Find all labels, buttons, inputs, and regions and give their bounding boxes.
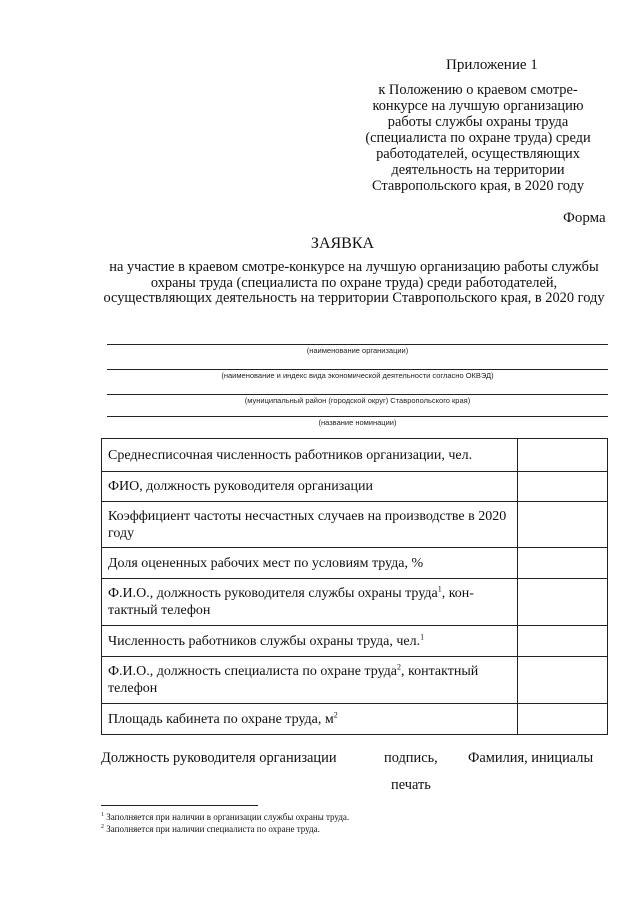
footnote-2: $^2$ Заполняется при наличии специалиста по охране труда. — [101, 824, 320, 834]
signature-position-label: Должность руководителя организации — [101, 750, 337, 766]
document-heading: ЗАЯВКА — [310, 235, 375, 252]
district-caption: (муниципальный район (городской округ) Ставропольского края) — [244, 396, 471, 405]
nomination-line[interactable] — [107, 416, 608, 417]
organization-name-caption: (наименование организации) — [306, 346, 409, 355]
application-table — [101, 438, 608, 735]
row-label: Ф.И.О., должность специалиста по охране труда$^2$, контактный телефон — [102, 657, 518, 704]
document-subtitle: на участие в краевом смотре-конкурсе на лучшую организацию работы службы охраны труда (специалиста по охране труда) среди работодателей, осуществляющих деятельность на территории Ставропольского края, в 2020 году — [103, 259, 605, 306]
footnote-mark: 2 — [397, 662, 401, 672]
footnote-divider — [101, 805, 258, 806]
row-label: Численность работников службы охраны труда, чел.$^1$ — [102, 626, 518, 657]
footnote-1: $^1$ Заполняется при наличии в организации службы охраны труда. — [101, 812, 350, 822]
organization-name-line[interactable] — [107, 344, 608, 345]
row-value-cell[interactable] — [518, 657, 608, 704]
row-value-cell[interactable] — [518, 548, 608, 579]
row-value-cell[interactable] — [518, 439, 608, 472]
row-label: Площадь кабинета по охране труда, $м^2$ — [102, 704, 518, 735]
superscript: 2 — [333, 709, 338, 719]
footnote-mark: 1 — [437, 584, 442, 594]
table-row — [102, 704, 608, 735]
appendix-title: Приложение 1 — [446, 57, 538, 73]
okved-caption: (наименование и индекс вида экономической деятельности согласно ОКВЭД) — [221, 371, 494, 380]
row-label: Коэффициент частоты несчастных случаев на производстве в 2020 году — [102, 502, 518, 548]
row-label: ФИО, должность руководителя организации — [102, 472, 518, 502]
table-row — [102, 579, 608, 626]
row-label: Ф.И.О., должность руководителя службы охраны труда$^1$, кон-тактный телефон — [102, 579, 518, 626]
table-row — [102, 472, 608, 502]
row-label: Среднесписочная численность работников организации, чел. — [102, 439, 518, 472]
okved-line[interactable] — [107, 369, 608, 370]
row-value-cell[interactable] — [518, 704, 608, 735]
table-row — [102, 626, 608, 657]
row-value-cell[interactable] — [518, 502, 608, 548]
row-value-cell[interactable] — [518, 472, 608, 502]
row-value-cell[interactable] — [518, 626, 608, 657]
row-value-cell[interactable] — [518, 579, 608, 626]
district-line[interactable] — [107, 394, 608, 395]
signature-name-label: Фамилия, инициалы — [468, 750, 594, 766]
form-label: Форма — [563, 210, 606, 226]
signature-stamp-label: печать — [391, 777, 431, 793]
table-row — [102, 657, 608, 704]
table-row — [102, 548, 608, 579]
nomination-caption: (название номинации) — [318, 418, 397, 427]
table-row — [102, 439, 608, 472]
signature-sign-label: подпись, — [384, 750, 438, 766]
appendix-reference: к Положению о краевом смотре-конкурсе на лучшую организацию работы службы охраны труда (специалиста по охране труда) среди работодателей, осуществляющих деятельность на территории Ставропольского края, в 2020 году — [365, 82, 591, 194]
row-label: Доля оцененных рабочих мест по условиям труда, % — [102, 548, 518, 579]
footnote-mark: 1 — [420, 631, 425, 641]
table-row — [102, 502, 608, 548]
